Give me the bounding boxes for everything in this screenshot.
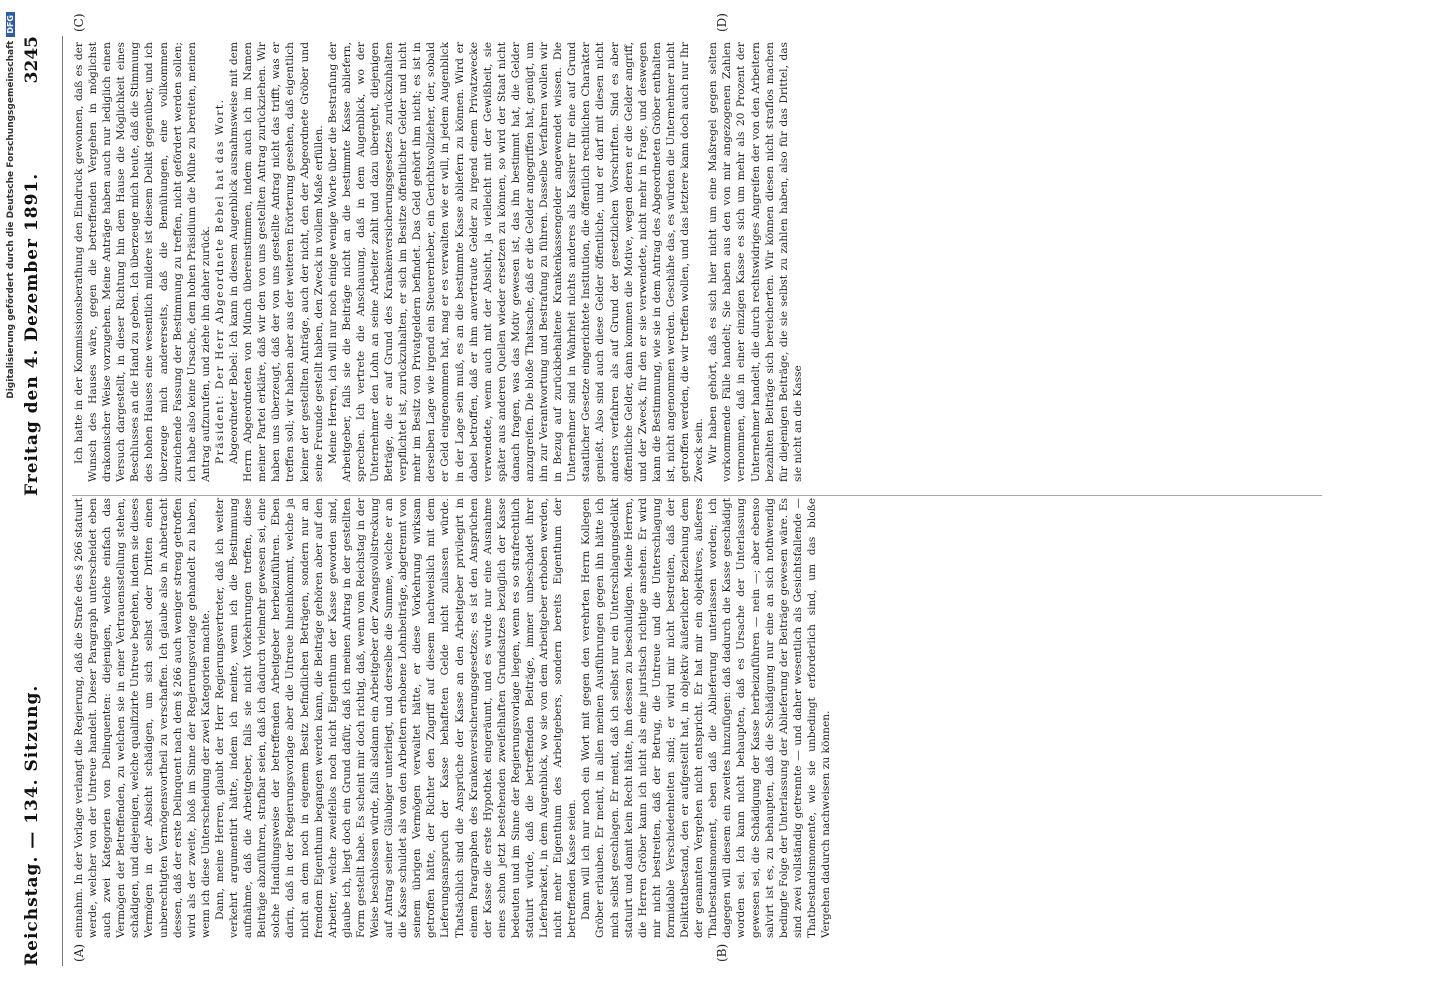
- right-paragraph: Wir haben gehört, daß es sich hier nicht um eine Maßregel gegen selten vorkommende Fälle handelt; Sie haben aus den von mir angezogenen Zahlen vernommen, daß in einer einzigen Kasse es sich um mehr als 20 Prozent der Unternehmer handelt, die durch rechtswidriges Angreifen der von den Arbeitern bezahlten Beiträge sich bereicherten. Wir können diesen nicht straflos machen für diejenigen Beiträge, die sie selbst zu zahlen haben, also für das Drittel, das sie nicht an die Kasse: [707, 42, 804, 482]
- president-remark: Präsident: Der Herr Abgeordnete Bebel hat das Wort.: [213, 98, 226, 464]
- dfg-badge: DFG: [6, 12, 15, 37]
- left-paragraph: einnahm. In der Vorlage verlangt die Regierung, daß die Strafe des § 266 statuirt werde, welcher von der Untreue handelt. Dieser Paragraph unterscheidet eben auch zwei Kategorien von Delinquenten: diejenigen, welche einfach das Vermögen der Betreffenden, zu welchen sie in einer Vertrauensstellung stehen, schädigen, und diejenigen, welche qualifizirte Untreue begehen, indem sie dieses Vermögen in der Absicht schädigen, um sich selbst oder Dritten einen unberechtigten Vermögensvortheil zu verschaffen. Ich glaube also in Anbetracht dessen, daß der erste Delinquent nach dem § 266 auch weniger streng getroffen wird als der zweite, bloß im Sinne der Regierungsvorlage gehandelt zu haben, wenn ich diese Unterscheidung der zwei Kategorien machte.: [73, 498, 212, 938]
- margin-marker-d: (D): [715, 13, 729, 32]
- credit-line: [2, 6, 16, 966]
- margin-marker-c: (C): [72, 13, 86, 32]
- header-session: Reichstag. — 134. Sitzung.: [22, 684, 42, 966]
- right-paragraph: Abgeordneter Bebel: Ich kann in diesem Augenblick ausnahmsweise mit dem Herrn Abgeordneten von Münch übereinstimmen, indem auch ich im Namen meiner Partei erkläre, daß wir den von uns gestellten Antrag zurückziehen. Wir haben uns überzeugt, daß der von uns gestellte Antrag nicht das trifft, was er treffen soll; wir haben aber aus der weiteren Erörterung gesehen, daß eigentlich keiner der gestellten Anträge, auch der nicht, den der Abgeordnete Gröber und seine Freunde gestellt haben, den Zweck in vollem Maße erfüllen.: [228, 42, 325, 482]
- margin-marker-a: (A): [72, 943, 86, 962]
- margin-marker-b: (B): [715, 943, 729, 962]
- right-paragraph: Meine Herren, ich will nur noch einige wenige Worte über die Bestrafung der Arbeitgeber, falls sie die Beiträge nicht an die bestimmte Kasse abliefern, sprechen. Ich vertrete die Anschauung, daß in dem Augenblick, wo der Unternehmer den Lohn an seine Arbeiter zahlt und dazu übergeht, diejenigen Beträge, die er auf Grund des Krankenversicherungsgesetzes zurückzuhalten verpflichtet ist, zurückzuhalten, er sich im Besitze öffentlicher Gelder und nicht mehr im Besitz von Privatgeldern befindet. Das Geld gehört ihm nicht; es ist in derselben Lage wie irgend ein Steuererheber, ein Gerichtsvollzieher, der, sobald er Geld eingenommen hat, mag er es verwalten wie er will, in jedem Augenblick in der Lage sein muß, es an die bestimmte Kasse abliefern zu können. Wird er dabei betroffen, daß er ihm anvertraute Gelder zu irgend einem Privatzwecke verwendete, wenn auch mit der Absicht, ja vielleicht mit der Gewißheit, sie später aus anderen Quellen wieder ersetzen zu können, so wird der Staat nicht danach fragen, was das Motiv gewesen ist, das ihn bestimmt hat, die Gelder anzugreifen. Die bloße Thatsache, daß er die Gelder angegriffen hat, genügt, um ihn zur Verantwortung und Bestrafung zu führen. Dasselbe Verfahren wollen wir in Bezug auf zurückbehaltene Krankenkassengelder angewendet wissen. Die Unternehmer sind in Wahrheit nichts anderes als Kassirer für eine auf Grund staatlicher Gesetze eingerichtete Institution, die öffentlich rechtlichen Charakter genießt. Also sind auch diese Gelder öffentliche, und er darf mit diesen nicht anders verfahren als auf Grund der gesetzlichen Vorschriften. Sind es aber öffentliche Gelder, dann kommen die Motive, wegen deren er die Gelder angriff, und der Zweck, für den er sie verwendete, nicht mehr in Frage, und deswegen kann die Bestimmung, wie sie in dem Antrag des Abgeordneten Gröber enthalten ist, nicht angenommen werden. Geschähe das, es würden die Unternehmer nicht getroffen werden, die wir treffen wollen, und das letztere kann doch auch nur Ihr Zweck sein.: [326, 42, 706, 482]
- digitization-credit: [6, 12, 16, 399]
- left-paragraph: Dann, meine Herren, glaubt der Herr Regierungsvertreter, daß ich weiter verkehrt argumentirt hätte, indem ich meinte, wenn ich die Bestimmung aufnähme, daß die Arbeitgeber, falls sie nicht Vorkehrungen treffen, diese Beiträge abzuführen, strafbar seien, daß ich dadurch vielmehr gewesen sei, eine solche Handlungsweise der betreffenden Arbeitgeber herbeizuführen. Eben darin, daß in der Regierungsvorlage aber die Untreue hineinkommt, welche ja nicht an dem noch in eigenem Besitz befindlichen Beträgen, sondern nur an fremdem Eigenthum begangen werden kann, die Beiträge gehören aber auf den Arbeiter, welche zweifellos noch nicht Eigenthum der Kasse geworden sind, glaube ich, liegt doch ein Grund dafür, daß ich meinen Antrag in der gestellten Form gestellt habe. Es scheint mir doch richtig, daß, wenn vom Reichstag in der Weise beschlossen würde, falls alsdann ein Arbeitgeber der Zwangsvollstreckung auf Antrag seiner Gläubiger unterliegt, und derselbe die Summe, welche er an die Kasse schuldet als von den Arbeitern erhobene Lohnbeiträge, abgetrennt von seinem übrigen Vermögen verwaltet hätte, er diese Vorkehrung wirksam getroffen hätte, der Richter den Zugriff auf diesem nachweislich mit dem Lieferungsanspruch der Kasse behafteten Gelde nicht zulassen würde. Thatsächlich sind die Ansprüche der Kasse an den Arbeitgeber privilegirt in einem Paragraphen des Krankenversicherungsgesetzes; es ist den Ansprüchen der Kasse die erste Hypothek eingeräumt, und es wurde nur eine Ausnahme eines schon jetzt bestehenden zweifelhaften Grundsatzes bezüglich der Kasse bedeuten und im Sinne der Regierungsvorlage liegen, wenn es so strafrechtlich statuirt würde, daß die betreffenden Beiträge, immer unbeschadet ihrer Lieferbarkeit, in dem Augenblick, wo sie von dem Arbeitgeber erhoben werden, nicht mehr Eigenthum des Arbeitgebers, sondern bereits Eigenthum der betreffenden Kasse seien.: [213, 498, 579, 938]
- page-header: [22, 36, 60, 966]
- left-column: [72, 498, 1362, 938]
- header-date: Freitag den 4. Dezember 1891.: [22, 172, 42, 496]
- left-paragraph: Dann will ich nur noch ein Wort mit gegen den verehrten Herrn Kollegen Gröber erlauben. Er meint, in allen meinen Ausführungen gegen ihn hätte ich mich selbst geschlagen. Er meint, daß ich selbst nur ein Unterschlagungsdelikt statuirt und damit kein Recht hätte, ihn dessen zu beschuldigen. Meine Herren, die Herren Gröber kann ich nicht als eine juristisch richtige ansehen. Er wird mir nicht bestreiten, daß der Betrug, die Untreue und die Unterschlagung formidable Verschiedenheiten sind; er wird mir nicht bestreiten, daß der Delikttatbestand, den er aufgestellt hat, in objektiv äußerlicher Beziehung dem der genannten Vergehen nicht entspricht. Er hat mir ein objektives, äußeres Thatbestandsmoment, eben daß die Ablieferung unterlassen worden; ich dagegen will diesem ein zweites hinzufügen: daß dadurch die Kasse geschädigt worden sei. Ich kann nicht behaupten, daß es Ursache der Unterlassung gewesen sei, die Schädigung der Kasse herbeizuführen — nein —; aber ebenso salvirt ist es, zu behaupten, daß die Schädigung nur eine an sich nothwendig bedingte Folge der Unterlassung der Ablieferung der Beiträge gewesen wäre. Es sind zwei vollständig getrennte — und daher wesentlich als Gesichtsfallende — Thatbestandsmomente, wie sie unbedingt erforderlich sind, um das bloße Vergehen dadurch nachweisen zu können.: [580, 498, 832, 938]
- header-rule: [62, 36, 63, 966]
- page-number: 3245: [22, 36, 42, 84]
- column-divider: [72, 495, 1322, 496]
- right-paragraph: Ich hatte in der Kommissionsberathung den Eindruck gewonnen, daß es der Wunsch des Hauses wäre, gegen die betreffenden Vergehen in möglichst drakonischer Weise vorzugehen. Meine Anträge haben auch nur lediglich einen Versuch dargestellt, in dieser Richtung hin dem Hause die Möglichkeit eines Beschlusses an die Hand zu geben. Ich überzeuge mich heute, daß die Stimmung des hohen Hauses eine wesentlich mildere ist diesem Delikt gegenüber, und ich überzeuge mich andererseits, daß die Bemühungen, eine vollkommen zureichende Fassung der Bestimmung zu treffen, nicht gefördert werden sollen; ich habe also keine Ursache, dem hohen Präsidium die Mühe zu bereiten, meinen Antrag aufzurufen, und ziehe ihn daher zurück.: [73, 42, 212, 482]
- credit-text: Digitalisierung gefördert durch die Deutsche Forschungsgemeinschaft: [6, 40, 16, 399]
- right-column: [72, 42, 1362, 482]
